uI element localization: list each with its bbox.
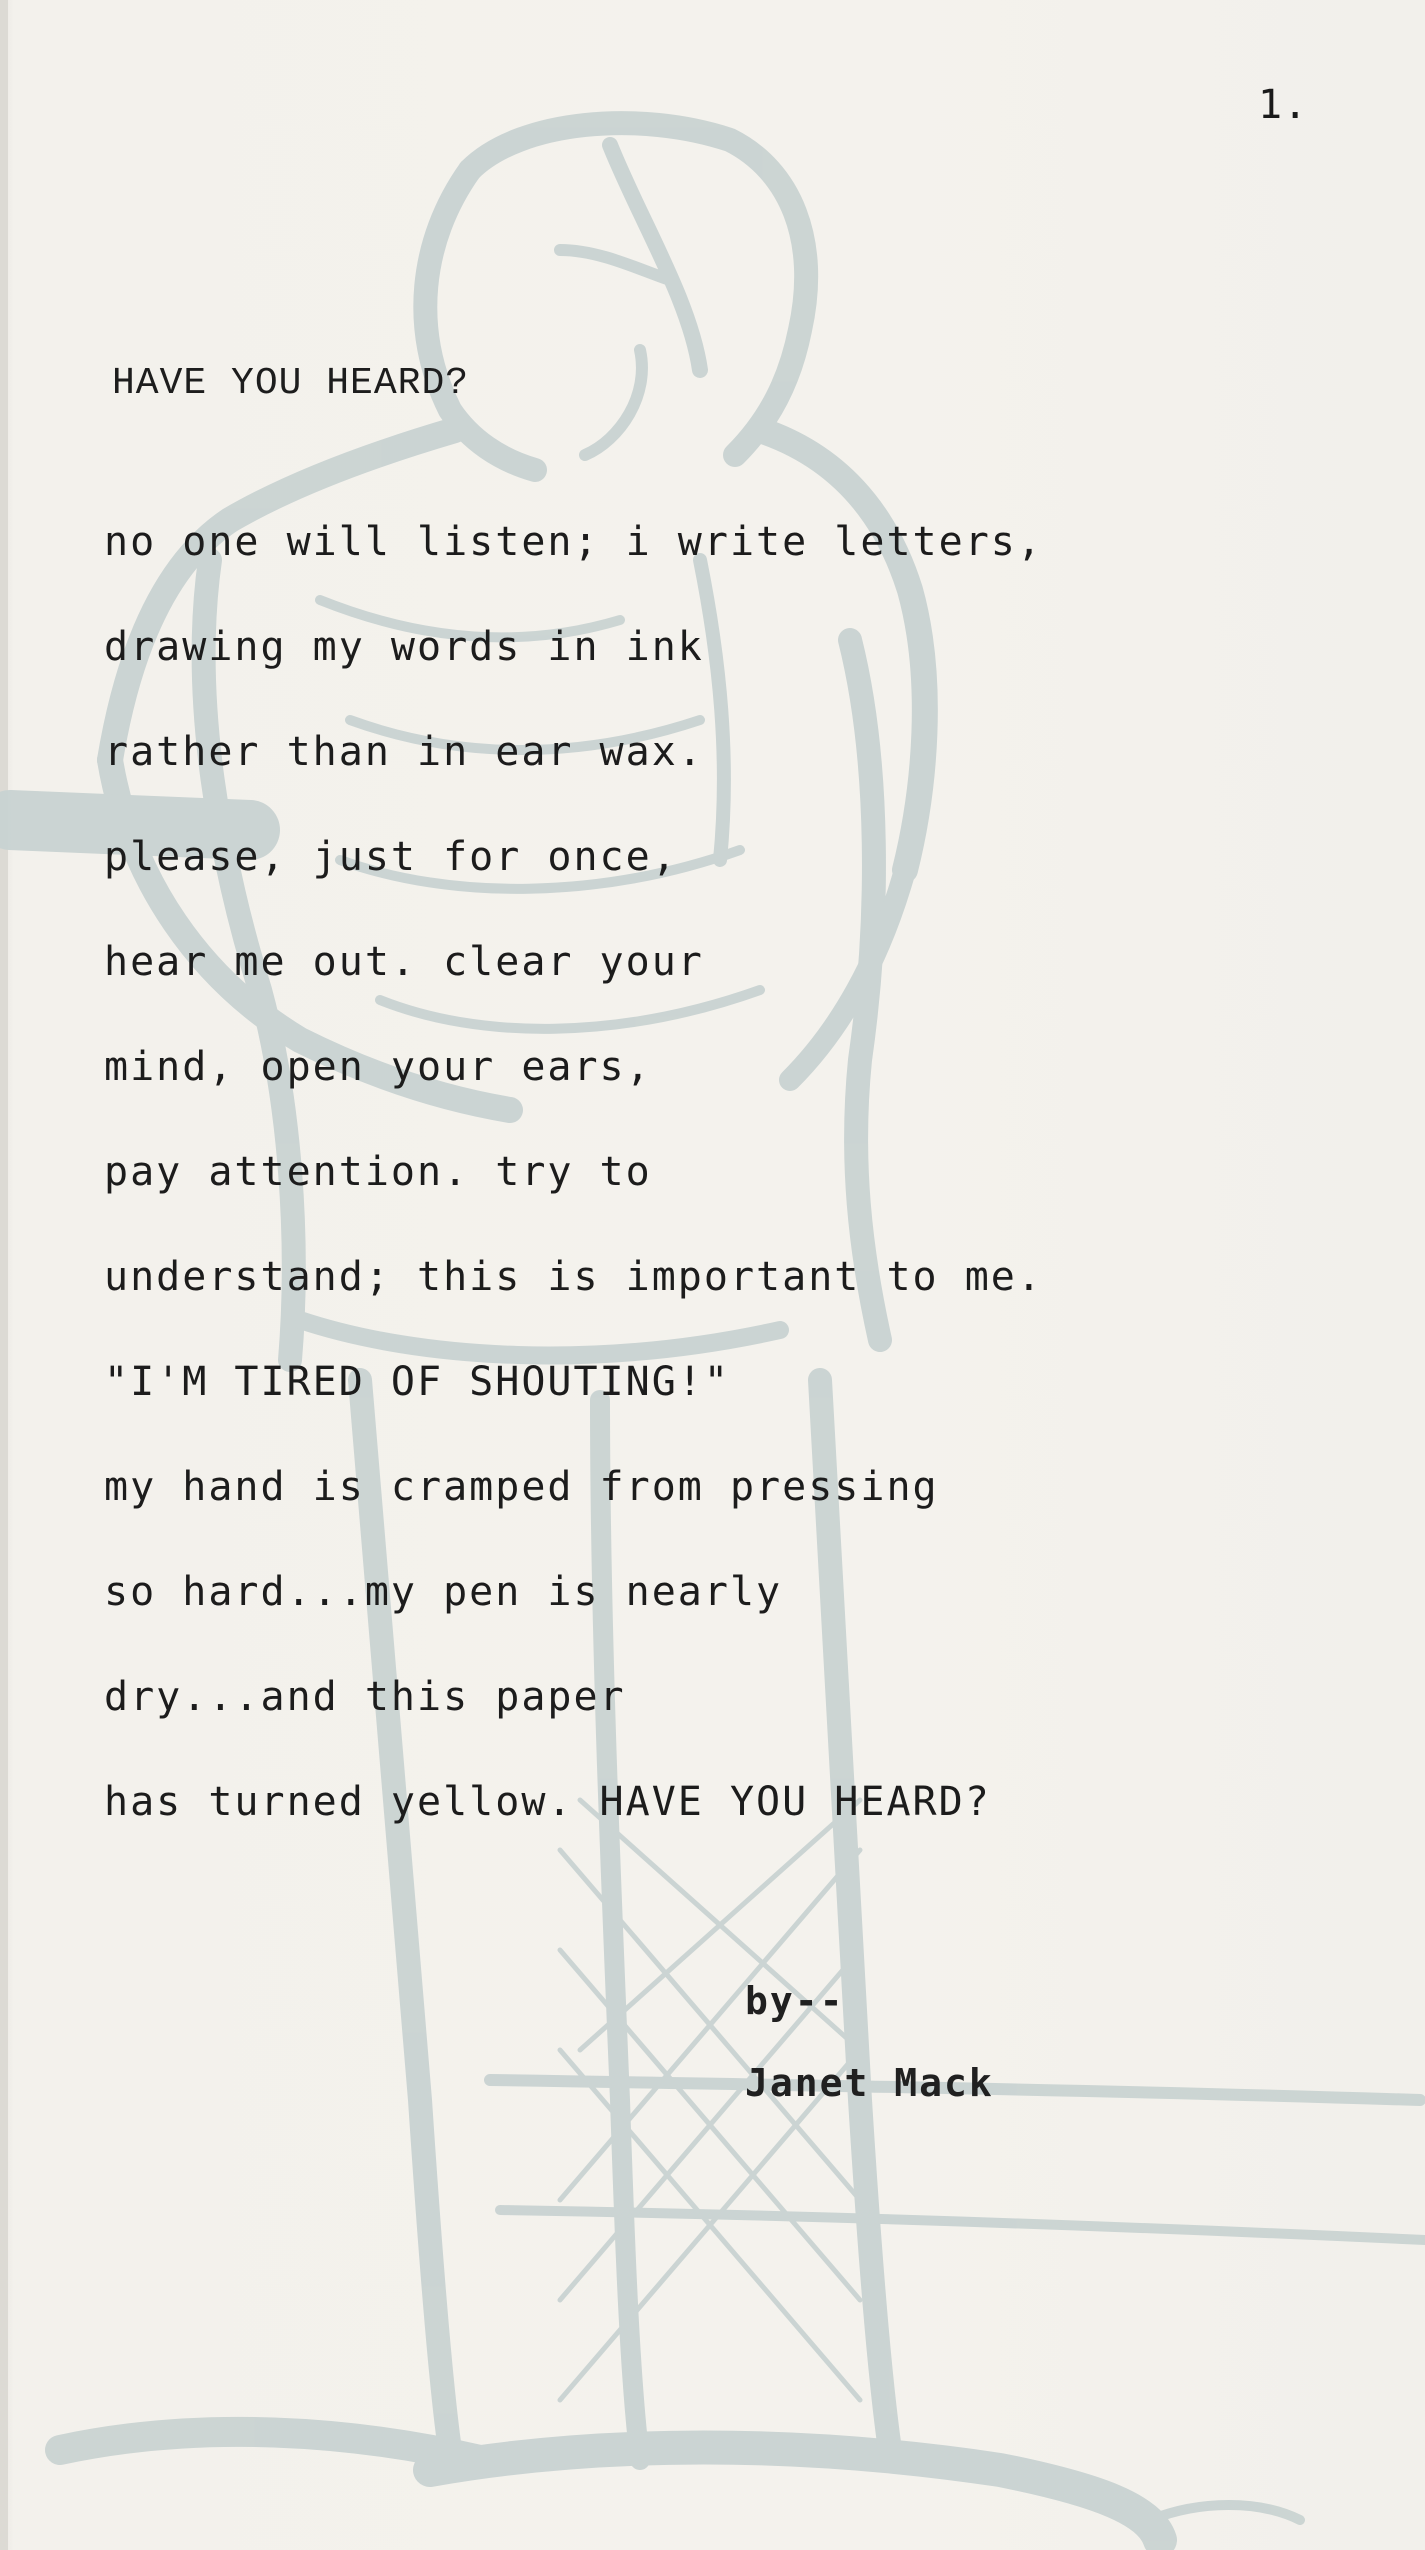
page-edge <box>0 0 8 2550</box>
poem-line: my hand is cramped from pressing <box>104 1464 939 1510</box>
poem-line: "I'M TIRED OF SHOUTING!" <box>104 1359 730 1405</box>
poem-line: no one will listen; i write letters, <box>104 519 1043 565</box>
byline-prefix: by-- <box>745 1979 845 2023</box>
poem-line: mind, open your ears, <box>104 1044 652 1090</box>
page-number: 1. <box>1258 82 1309 128</box>
poem-body <box>104 512 1304 1877</box>
poem-line: understand; this is important to me. <box>104 1254 1043 1300</box>
poem-line: pay attention. try to <box>104 1149 652 1195</box>
poem-line: rather than in ear wax. <box>104 729 704 775</box>
poem-line: drawing my words in ink <box>104 624 704 670</box>
poem-line: has turned yellow. HAVE YOU HEARD? <box>104 1779 991 1825</box>
poem-title: HAVE YOU HEARD? <box>112 362 470 405</box>
poem-line: so hard...my pen is nearly <box>104 1569 783 1615</box>
poem-line: hear me out. clear your <box>104 939 704 985</box>
author-name: Janet Mack <box>745 2061 994 2105</box>
byline <box>745 1960 994 2124</box>
poem-line: please, just for once, <box>104 834 678 880</box>
poem-line: dry...and this paper <box>104 1674 626 1720</box>
